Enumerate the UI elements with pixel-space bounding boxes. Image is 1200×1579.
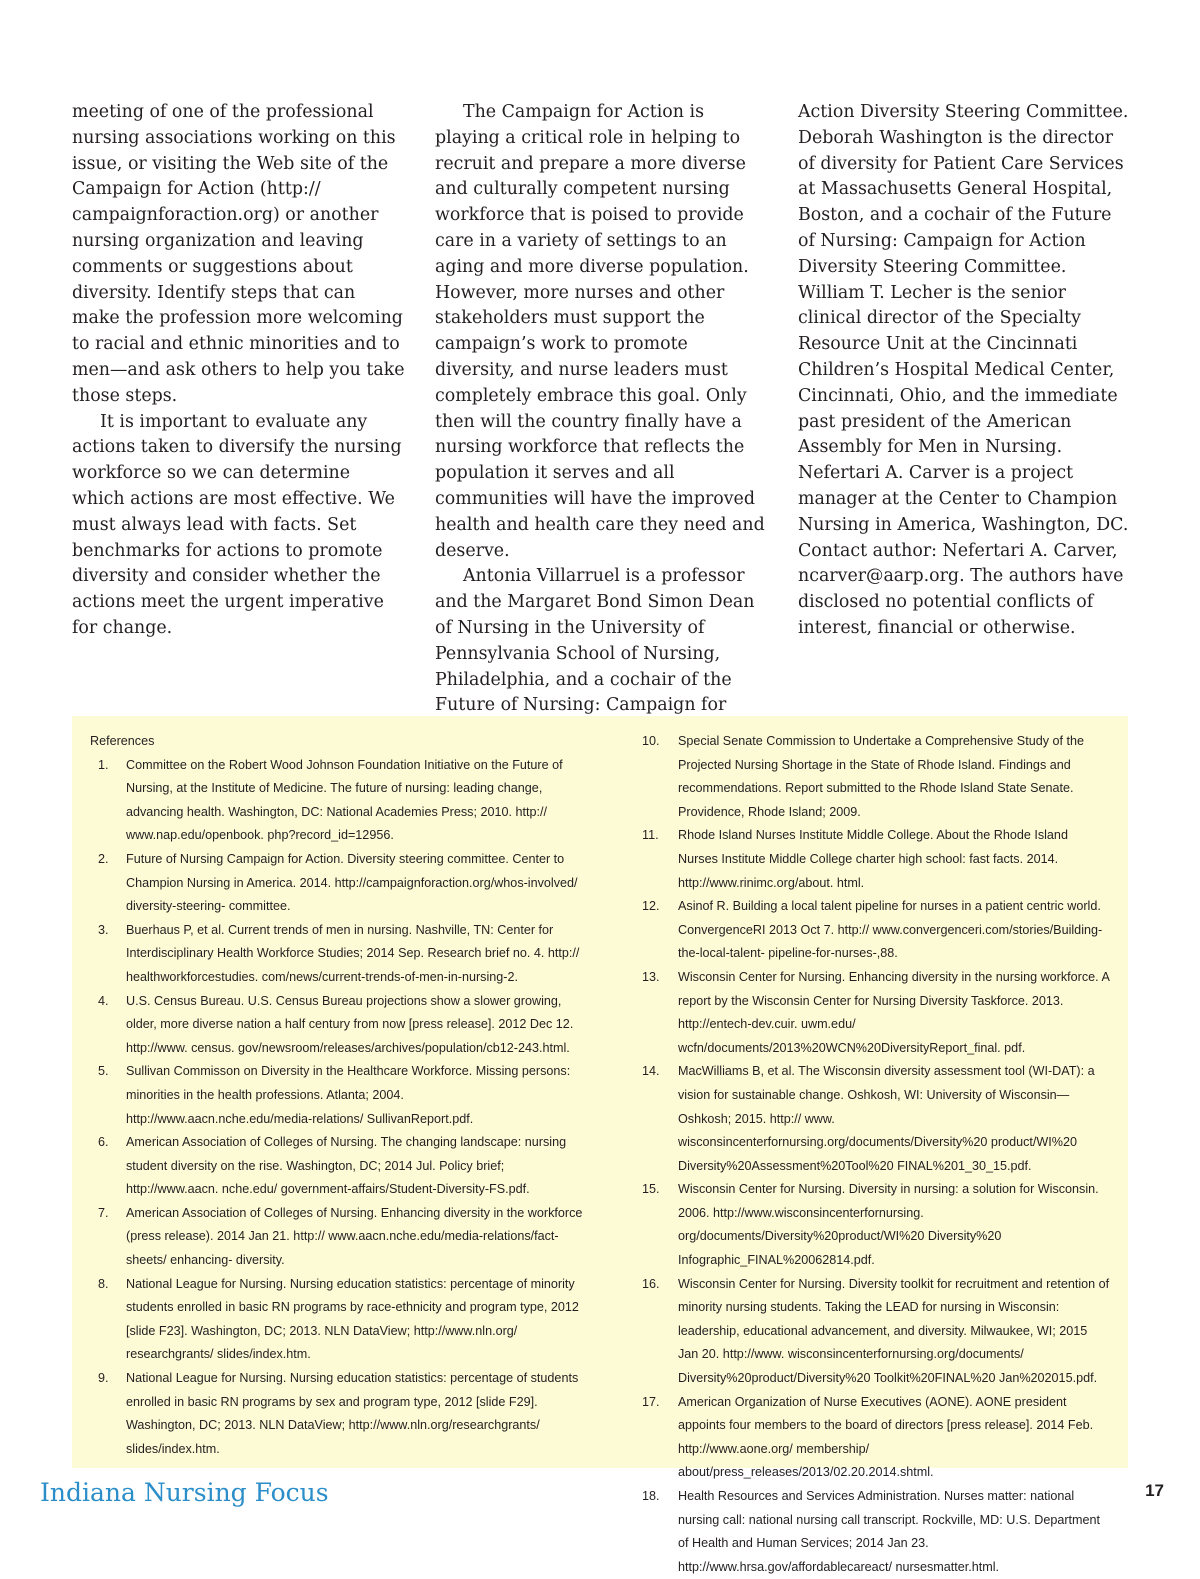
- reference-item: [90, 1367, 590, 1461]
- reference-item: [90, 1060, 590, 1131]
- reference-text: American Association of Colleges of Nursing. The changing landscape: nursing student diversity on the rise. Washington, DC; 2014 Jul. Policy brief; http://www.aacn. nche.edu/ government-affairs/Student-Diversity-FS.pdf.: [126, 1135, 567, 1197]
- reference-text: Asinof R. Building a local talent pipeline for nurses in a patient centric world. ConvergenceRI 2013 Oct 7. http:// www.convergenceri.com/stories/Building-the-local-talent- pipeline-for-nurses-,88.: [678, 899, 1103, 961]
- reference-text: Buerhaus P, et al. Current trends of men in nursing. Nashville, TN: Center for Interdisciplinary Health Workforce Studies; 2014 Sep. Research brief no. 4. http:// healthworkforcestudies. com/news/current-trends-of-men-in-nursing-2.: [126, 922, 580, 984]
- reference-item: [642, 1060, 1110, 1178]
- reference-text: Wisconsin Center for Nursing. Enhancing diversity in the nursing workforce. A report by the Wisconsin Center for Nursing Diversity Taskforce. 2013. http://entech-dev.cuir. uwm.edu/ wcfn/documents/2013%20WCN%20DiversityReport_final. pdf.: [678, 969, 1110, 1055]
- reference-text: Future of Nursing Campaign for Action. Diversity steering committee. Center to Champion Nursing in America. 2014. http://campaignforaction.org/whos-involved/ diversity-steering- committee.: [126, 851, 578, 914]
- page-number: 17: [1145, 1481, 1164, 1500]
- reference-item: [90, 919, 590, 990]
- reference-text: Committee on the Robert Wood Johnson Foundation Initiative on the Future of Nursing, at the Institute of Medicine. The future of nursing: leading change, advancing health. Washington, DC: National Academies Press; 2010. http:// www.nap.edu/openbook. php?record_id=12956.: [126, 757, 563, 843]
- reference-number: 12.: [642, 899, 660, 914]
- reference-item: [642, 824, 1110, 895]
- reference-text: U.S. Census Bureau. U.S. Census Bureau projections show a slower growing, older, more diverse nation a half century from now [press release]. 2012 Dec 12. http://www. census. gov/newsroom/releases/archives/population/cb12-243.html.: [126, 993, 574, 1055]
- paragraph: Antonia Villarruel is a professor and the Margaret Bond Simon Dean of Nursing in the University of Pennsylvania School of Nursing, Philadelphia, and a cochair of the Future of Nursing: Campaign for: [435, 566, 755, 716]
- reference-number: 15.: [642, 1182, 660, 1197]
- reference-number: 11.: [642, 828, 659, 843]
- publication-title: Indiana Nursing Focus: [40, 1478, 329, 1507]
- reference-number: 13.: [642, 969, 660, 984]
- reference-text: American Association of Colleges of Nursing. Enhancing diversity in the workforce (press release). 2014 Jan 21. http:// www.aacn.nche.edu/media-relations/fact-sheets/ enhancing- diversity.: [126, 1205, 583, 1268]
- reference-number: 18.: [642, 1489, 660, 1503]
- paragraph: It is important to evaluate any actions taken to diversify the nursing workforce so we can determine which actions are most effective. We must always lead with facts. Set benchmarks for actions to promote diversity and consider whether the actions meet the urgent imperative for change.: [72, 411, 402, 638]
- reference-text: National League for Nursing. Nursing education statistics: percentage of minority students enrolled in basic RN programs by race-ethnicity and program type, 2012 [slide F23]. Washington, DC; 2013. NLN DataView; http://www.nln.org/ researchgrants/ slides/index.htm.: [126, 1276, 579, 1362]
- article-column-2: [435, 100, 769, 719]
- reference-item: [642, 730, 1110, 824]
- reference-number: 17.: [642, 1394, 660, 1409]
- reference-item: [90, 1273, 590, 1367]
- reference-number: 2.: [98, 851, 109, 866]
- article-column-1: [72, 100, 406, 719]
- reference-item: [90, 754, 590, 848]
- reference-item: [642, 1273, 1110, 1391]
- article-body: [72, 100, 1132, 719]
- paragraph: meeting of one of the professional nursing associations working on this issue, or visiting the Web site of the Campaign for Action (http:// campaignforaction.org) or another nursing organization and leaving comments or suggestions about diversity. Identify steps that can make the profession more welcoming to racial and ethnic minorities and to men—and ask others to help you take those steps.: [72, 102, 405, 406]
- reference-number: 1.: [98, 757, 109, 772]
- reference-number: 10.: [642, 734, 660, 748]
- references-left-column: [90, 730, 590, 1468]
- reference-text: American Organization of Nurse Executives (AONE). AONE president appoints four members to the board of directors [press release]. 2014 Feb. http://www.aone.org/ membership/ about/press_releases/2013/02.20.2014.shtml.: [678, 1394, 1094, 1480]
- reference-text: MacWilliams B, et al. The Wisconsin diversity assessment tool (WI-DAT): a vision for sustainable change. Oshkosh, WI: University of Wisconsin—Oshkosh; 2015. http:// www. wisconsincenterfornursing.org/documents/Diversity%20 product/WI%20 Diversity%20Assessment%20Tool%20 FINAL%201_30_15.pdf.: [678, 1064, 1095, 1173]
- reference-number: 8.: [98, 1276, 109, 1291]
- reference-item: [90, 990, 590, 1061]
- paragraph: Action Diversity Steering Committee. Deborah Washington is the director of diversity for Patient Care Services at Massachusetts General Hospital, Boston, and a cochair of the Future of Nursing: Campaign for Action Diversity Steering Committee. William T. Lecher is the senior clinical director of the Specialty Resource Unit at the Cincinnati Children’s Hospital Medical Center, Cincinnati, Ohio, and the immediate past president of the American Assembly for Men in Nursing. Nefertari A. Carver is a project manager at the Center to Champion Nursing in America, Washington, DC. Contact author: Nefertari A. Carver, ncarver@aarp.org. The authors have disclosed no potential conflicts of interest, financial or otherwise.: [798, 102, 1129, 638]
- references-heading: References: [90, 734, 155, 748]
- reference-number: 6.: [98, 1135, 109, 1150]
- paragraph: The Campaign for Action is playing a critical role in helping to recruit and prepare a more diverse and culturally competent nursing workforce that is poised to provide care in a variety of settings to an aging and more diverse population. However, more nurses and other stakeholders must support the campaign’s work to promote diversity, and nurse leaders must completely embrace this goal. Only then will the country finally have a nursing workforce that reflects the population it serves and all communities will have the improved health and health care they need and deserve.: [435, 102, 765, 561]
- reference-text: Sullivan Commisson on Diversity in the Healthcare Workforce. Missing persons: minorities in the health professions. Atlanta; 2004. http://www.aacn.nche.edu/media-relations/ SullivanReport.pdf.: [126, 1064, 571, 1126]
- article-column-3: [798, 100, 1132, 719]
- reference-text: Wisconsin Center for Nursing. Diversity toolkit for recruitment and retention of minority nursing students. Taking the LEAD for nursing in Wisconsin: leadership, educational advancement, and diversity. Milwaukee, WI; 2015 Jan 20. http://www. wisconsincenterfornursing.org/documents/ Diversity%20product/Diversity%20 Toolkit%20FINAL%20 Jan%202015.pdf.: [678, 1276, 1110, 1386]
- reference-number: 14.: [642, 1064, 660, 1079]
- reference-text: Special Senate Commission to Undertake a Comprehensive Study of the Projected Nursing Shortage in the State of Rhode Island. Findings and recommendations. Report submitted to the Rhode Island State Senate. Providence, Rhode Island; 2009.: [678, 734, 1085, 819]
- reference-number: 3.: [98, 922, 109, 937]
- reference-item: [90, 1131, 590, 1202]
- reference-item: [90, 1202, 590, 1273]
- references-right-column: [642, 730, 1110, 1574]
- reference-text: Wisconsin Center for Nursing. Diversity in nursing: a solution for Wisconsin. 2006. http://www.wisconsincenterfornursing. org/documents/Diversity%20product/WI%20 Diversity%20 Infographic_FINAL%20062814.pdf.: [678, 1182, 1099, 1268]
- reference-number: 4.: [98, 993, 109, 1008]
- reference-item: [90, 848, 590, 919]
- reference-number: 16.: [642, 1276, 660, 1291]
- reference-number: 7.: [98, 1205, 109, 1220]
- reference-item: [642, 966, 1110, 1060]
- reference-number: 9.: [98, 1371, 109, 1386]
- reference-text: Health Resources and Services Administration. Nurses matter: national nursing call: national nursing call transcript. Rockville, MD: U.S. Department of Health and Human Services; 2014 Jan 23. http://www.hrsa.gov/affordablecareact/ nursesmatter.html.: [678, 1489, 1101, 1574]
- reference-text: National League for Nursing. Nursing education statistics: percentage of students enrolled in basic RN programs by sex and program type, 2012 [slide F29]. Washington, DC; 2013. NLN DataView; http://www.nln.org/researchgrants/ slides/index.htm.: [126, 1371, 579, 1456]
- reference-item: [642, 1178, 1110, 1272]
- reference-item: [642, 1391, 1110, 1485]
- reference-item: [642, 1485, 1110, 1579]
- reference-item: [642, 895, 1110, 966]
- reference-number: 5.: [98, 1064, 109, 1079]
- reference-text: Rhode Island Nurses Institute Middle College. About the Rhode Island Nurses Institute Middle College charter high school: fast facts. 2014. http://www.rinimc.org/about. html.: [678, 828, 1068, 890]
